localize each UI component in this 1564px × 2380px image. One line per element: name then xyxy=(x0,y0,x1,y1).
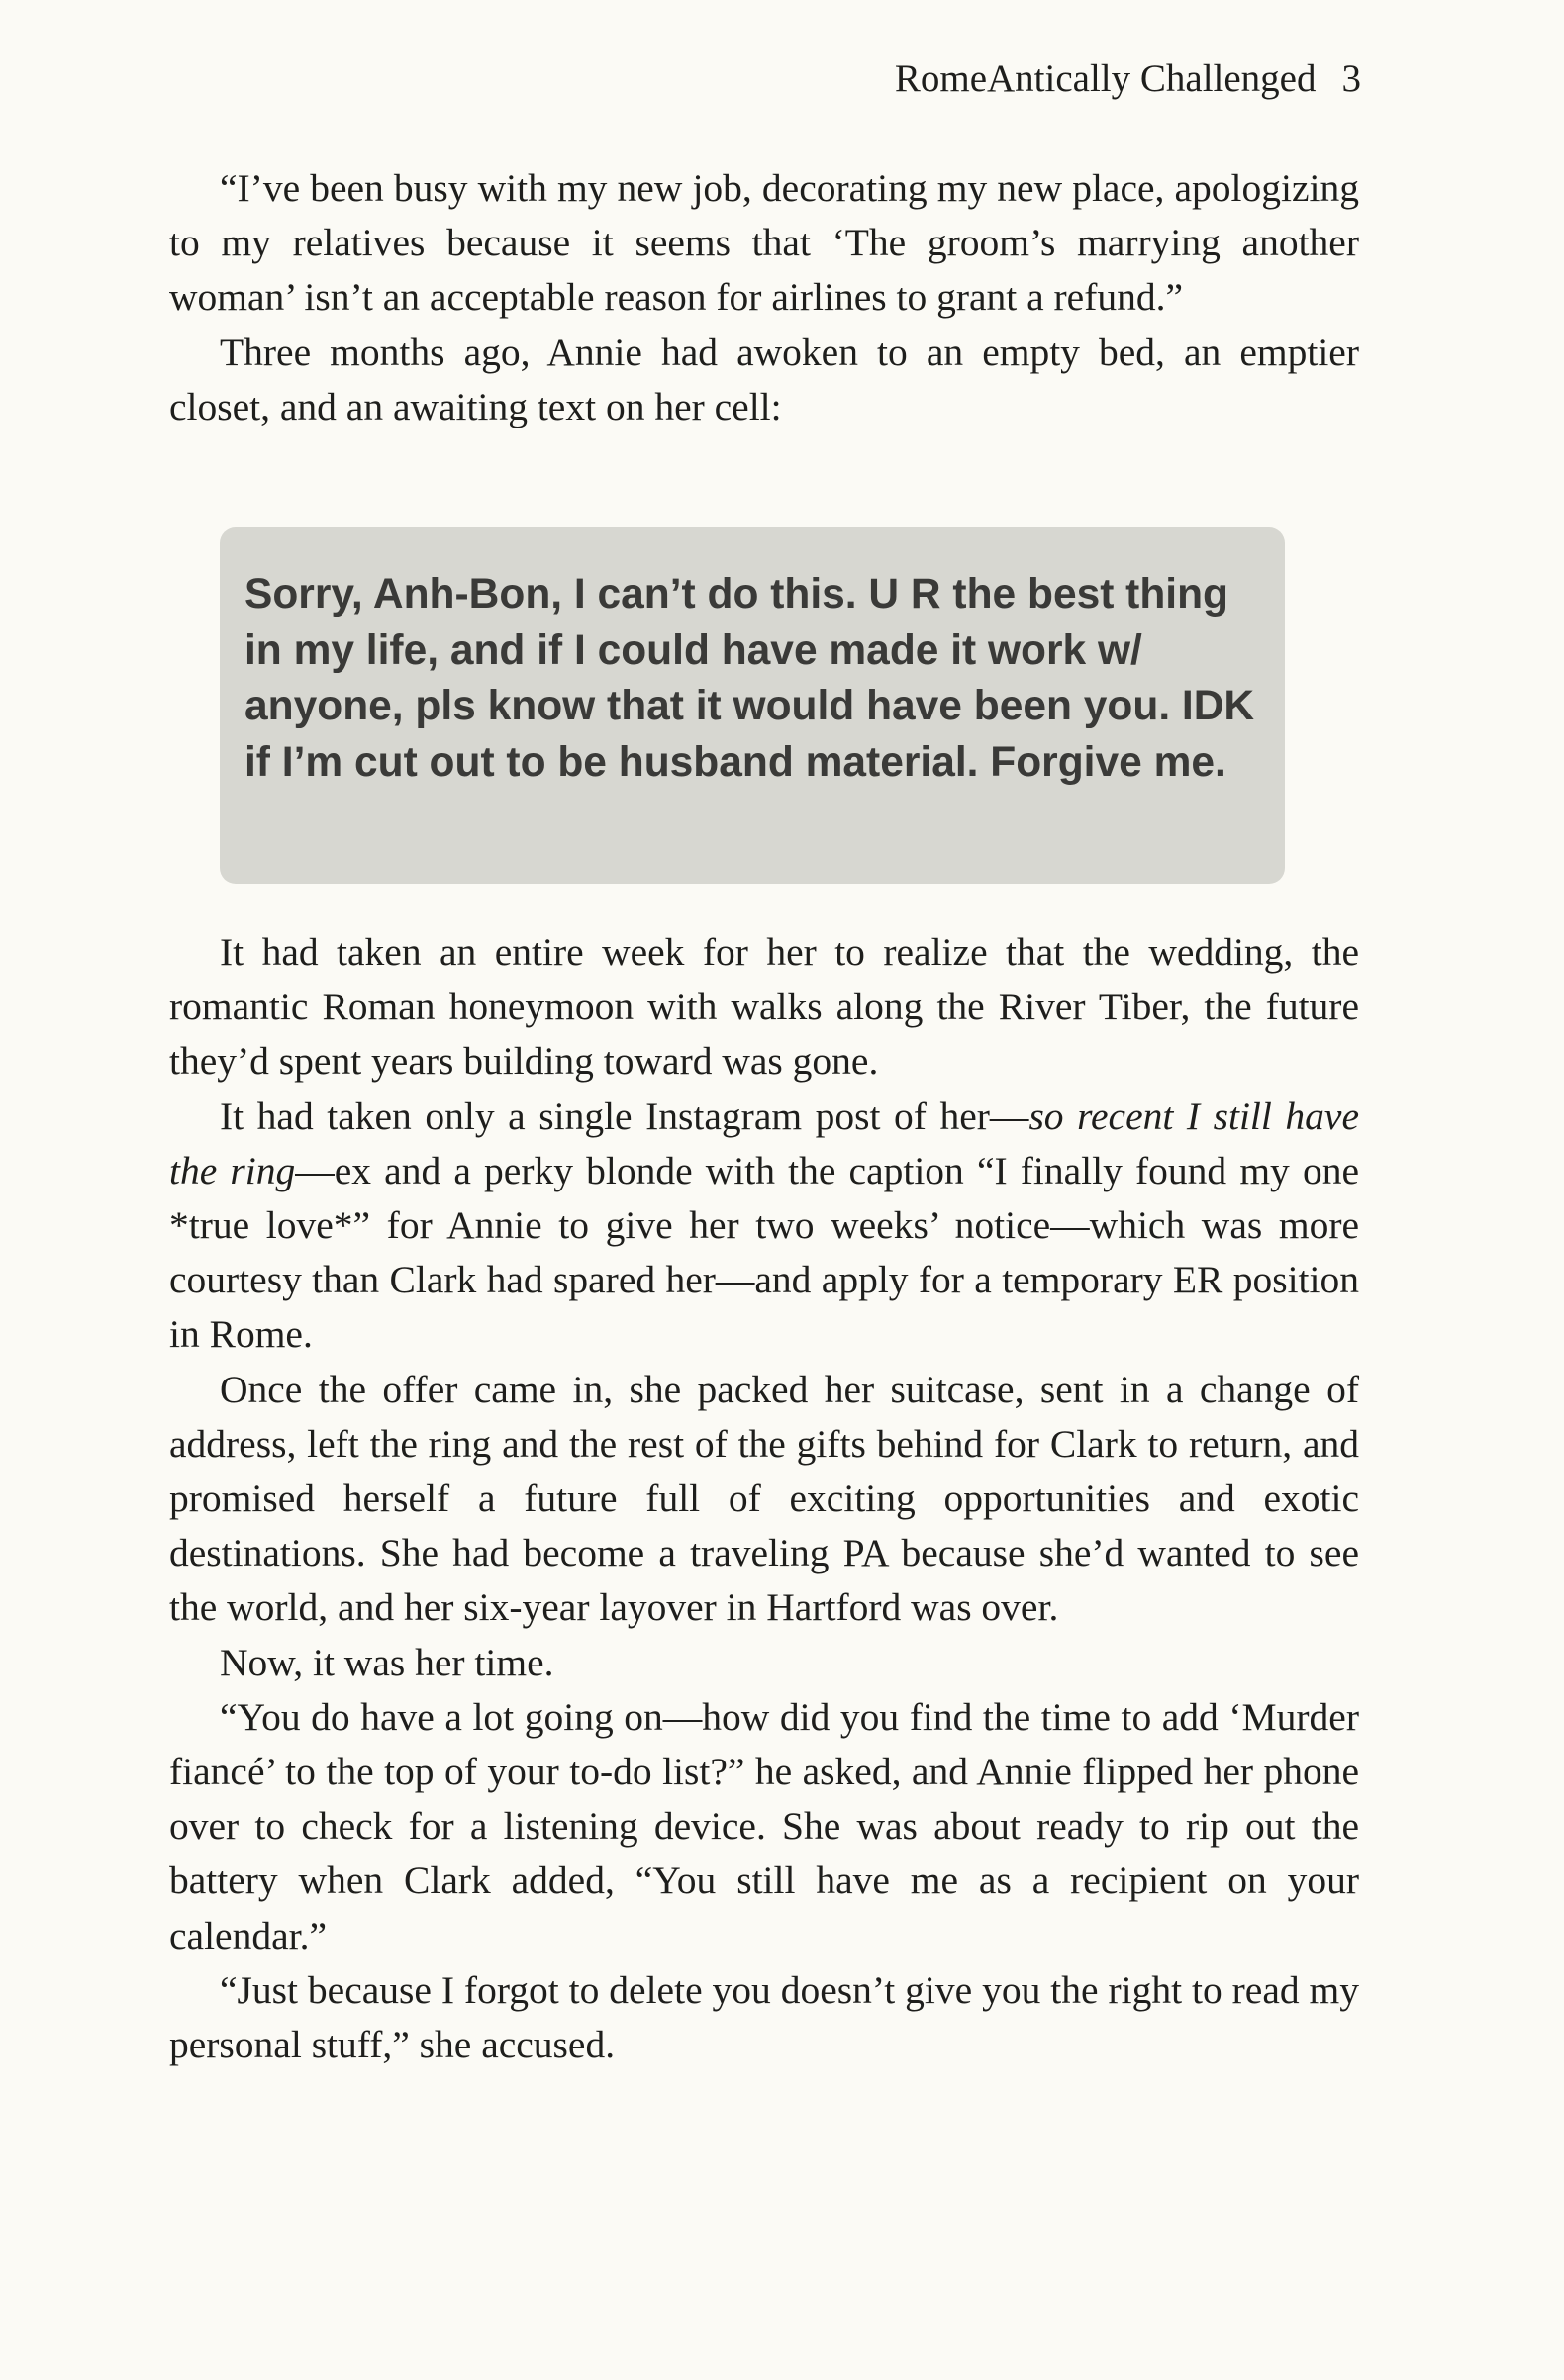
paragraph: “I’ve been busy with my new job, decorating my new place, apologizing to my relatives because it seems that ‘The groom’s marrying another woman’ isn’t an acceptable reason for airlines to grant a refund.” xyxy=(169,166,1359,320)
paragraph: Once the offer came in, she packed her suitcase, sent in a change of address, left the ring and the rest of the gifts behind for Clark to return, and promised herself a future full of exciting opportunities and exotic destinations. She had become a traveling PA because she’d wanted to see the world, and her six-year layover in Hartford was over. xyxy=(169,1367,1359,1630)
italic-text: so recent I still have the ring xyxy=(169,1094,1359,1192)
body-text-bottom xyxy=(169,925,1359,2072)
paragraph-text: It had taken only a single Instagram post of her— xyxy=(220,1094,1029,1138)
paragraph xyxy=(169,1090,1359,1363)
paragraph: “Just because I forgot to delete you doesn’t give you the right to read my personal stuff,” she accused. xyxy=(169,1967,1359,2067)
paragraph: It had taken an entire week for her to realize that the wedding, the romantic Roman honeymoon with walks along the River Tiber, the future they’d spent years building toward was gone. xyxy=(169,930,1359,1084)
running-title: RomeAntically Challenged xyxy=(894,57,1317,100)
paragraph: Three months ago, Annie had awoken to an empty bed, an emptier closet, and an awaiting text on her cell: xyxy=(169,330,1359,428)
body-text-top xyxy=(169,161,1359,434)
text-message-box xyxy=(220,527,1285,884)
text-message-body: Sorry, Anh-Bon, I can’t do this. U R the best thing in my life, and if I could have made it work w/ anyone, pls know that it would have been you. IDK if I’m cut out to be husband material. Forgive me. xyxy=(244,571,1255,786)
page-number: 3 xyxy=(1341,57,1361,100)
paragraph-text: —ex and a perky blonde with the caption “I finally found my one *true love*” for Annie to give her two weeks’ notice—which was more courtesy than Clark had spared her—and apply for a temporary ER position in Rome. xyxy=(169,1148,1359,1357)
running-head xyxy=(895,55,1361,103)
paragraph: “You do have a lot going on—how did you find the time to add ‘Murder fiancé’ to the top of your to-do list?” he asked, and Annie flipped her phone over to check for a listening device. She was about ready to rip out the battery when Clark added, “You still have me as a recipient on your calendar.” xyxy=(169,1694,1359,1957)
paragraph: Now, it was her time. xyxy=(220,1640,554,1684)
